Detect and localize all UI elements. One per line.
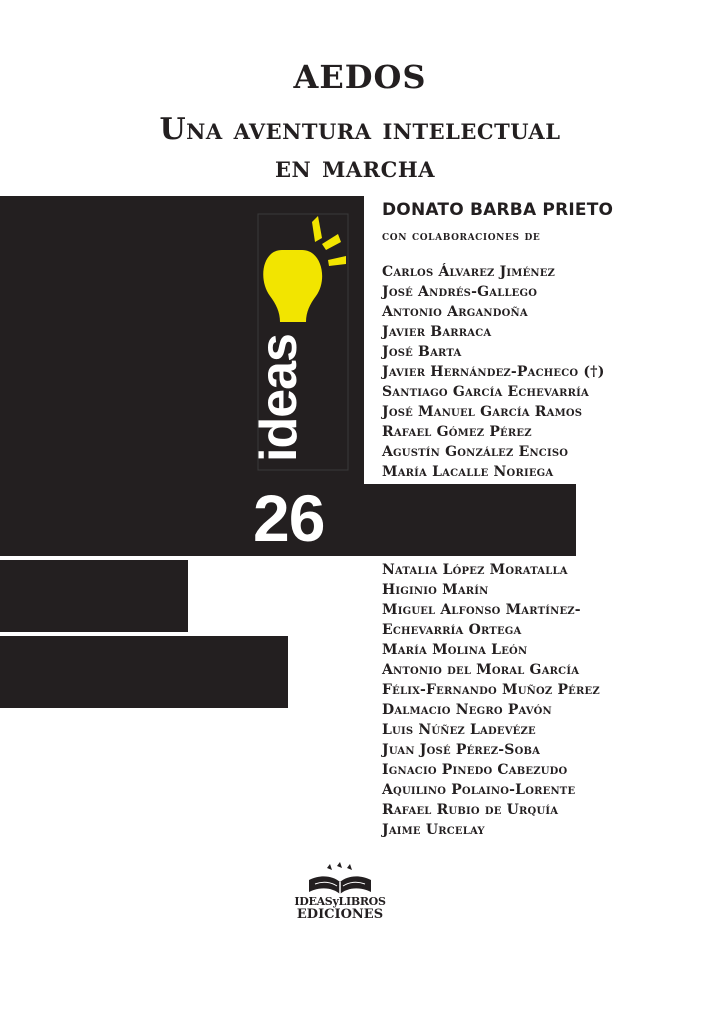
collaborator-name: Aquilino Polaino-Lorente [382,782,576,798]
book-title: AEDOS [293,58,427,96]
collaborators-list-2 [382,560,600,840]
collaborator-name: María Molina León [382,642,528,658]
ideas-logo-text: ideas [250,334,308,462]
collaborator-name: María Lacalle Noriega [382,464,554,480]
collaborator-name: Rafael Rubio de Urquía [382,802,559,818]
collaborator-name: Higinio Marín [382,582,489,598]
lightbulb-shape [263,250,322,322]
light-ray [322,234,341,250]
collaborator-name: José Manuel García Ramos [382,404,583,420]
series-number: 26 [253,481,325,555]
collaborator-name: Luis Núñez Ladevéze [382,722,536,738]
collaborator-name: Javier Barraca [382,324,492,340]
collaborators-list-1 [382,262,605,482]
collaborator-name: Juan José Pérez-Soba [382,742,541,758]
collaborator-name: Ignacio Pinedo Cabezudo [382,762,568,778]
publisher-logo [280,862,400,926]
cover-black-band-short [0,560,188,632]
publisher-name: IDEASyLIBROS [294,895,386,908]
collaborator-name: Antonio del Moral García [382,662,580,678]
collaborator-name: Dalmacio Negro Pavón [382,702,552,718]
collaborator-name: Carlos Álvarez Jiménez [382,264,556,280]
book-subtitle-line-1: Una aventura intelectual [159,112,561,147]
collaborator-name: Félix-Fernando Muñoz Pérez [382,682,600,698]
collaborator-name: Rafael Gómez Pérez [382,424,532,440]
collaborator-name: Agustín González Enciso [382,444,569,460]
collaborator-name: Santiago García Echevarría [382,384,590,400]
collaborator-name: Jaime Urcelay [382,822,485,838]
author-name: DONATO BARBA PRIETO [382,200,614,220]
collaborator-name: José Andrés-Gallego [382,284,538,300]
collaborator-name: Javier Hernández-Pacheco (†) [382,364,605,380]
collaborator-name: Natalia López Moratalla [382,562,568,578]
collaborator-name: José Barta [382,344,462,360]
publisher-imprint: EDICIONES [296,907,384,922]
light-ray [328,256,346,266]
ideas-lightbulb-logo [250,208,348,470]
collaborators-label: con colaboraciones de [382,228,541,243]
book-subtitle-line-2: en marcha [275,150,435,185]
collaborator-name: Antonio Argandoña [382,304,528,320]
light-ray [312,216,322,242]
collaborator-name: Miguel Alfonso Martínez- [382,602,581,618]
open-book-icon [307,862,373,896]
cover-black-band-medium [0,636,288,708]
collaborator-name: Echevarría Ortega [382,622,522,638]
